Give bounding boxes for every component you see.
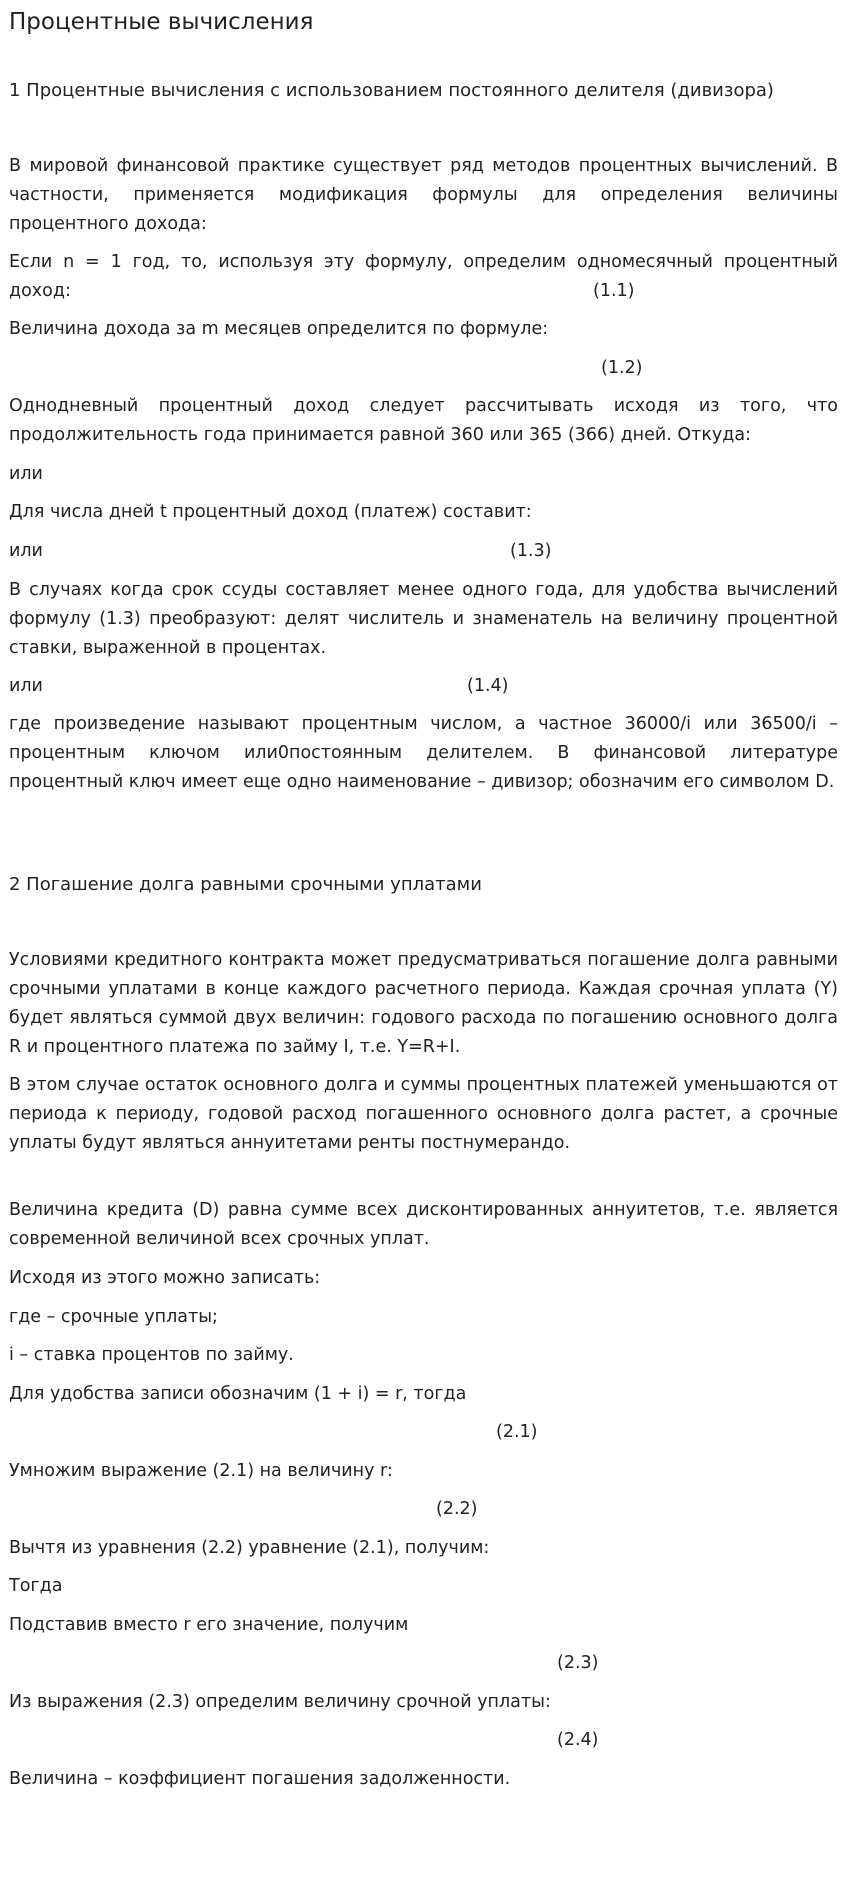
section-2-paragraph-5: где – срочные уплаты; xyxy=(9,1307,218,1327)
equation-number-1-2: (1.2) xyxy=(601,358,643,378)
section-2-paragraph-2: В этом случае остаток основного долга и суммы процентных платежей уменьшаются от периода к периоду, годовой расход погашенного основного долга растет, а срочные уплаты будут являться аннуитетами ренты постнумерандо. xyxy=(9,1075,838,1153)
section-2-paragraph-10: Тогда xyxy=(9,1576,63,1596)
section-1-paragraph-5: Для числа дней t процентный доход (платеж) составит: xyxy=(9,502,532,522)
equation-number-2-3: (2.3) xyxy=(557,1653,599,1673)
section-2-paragraph-6: i – ставка процентов по займу. xyxy=(9,1345,294,1365)
section-1-or-3: или xyxy=(9,676,43,696)
page-title: Процентные вычисления xyxy=(9,9,314,35)
section-1-paragraph-4: Однодневный процентный доход следует рассчитывать исходя из того, что продолжительность года принимается равной 360 или 365 (366) дней. Откуда: xyxy=(9,396,838,445)
equation-number-1-1: (1.1) xyxy=(593,281,635,301)
section-1-paragraph-6: В случаях когда срок ссуды составляет менее одного года, для удобства вычислений формулу (1.3) преобразуют: делят числитель и знаменатель на величину процентной ставки, выраженной в процентах. xyxy=(9,580,838,658)
equation-number-1-4: (1.4) xyxy=(467,676,509,696)
section-1-paragraph-1: В мировой финансовой практике существует ряд методов процентных вычислений. В частности, применяется модификация формулы для определения величины процентного дохода: xyxy=(9,156,838,234)
section-2-heading: 2 Погашение долга равными срочными уплатами xyxy=(9,874,482,895)
section-2-paragraph-9: Вычтя из уравнения (2.2) уравнение (2.1), получим: xyxy=(9,1538,490,1558)
section-2-paragraph-13: Величина – коэффициент погашения задолженности. xyxy=(9,1769,511,1789)
section-2-paragraph-4: Исходя из этого можно записать: xyxy=(9,1268,321,1288)
section-2-paragraph-8: Умножим выражение (2.1) на величину r: xyxy=(9,1461,393,1481)
section-1-paragraph-2: Если n = 1 год, то, используя эту формулу, определим одномесячный процентный доход: xyxy=(9,252,838,301)
section-2-paragraph-1: Условиями кредитного контракта может предусматриваться погашение долга равными срочными уплатами в конце каждого расчетного периода. Каждая срочная уплата (Y) будет являться суммой двух величин: годового расхода по погашению основного долга R и процентного платежа по займу I, т.е. Y=R+I. xyxy=(9,950,838,1057)
section-2-paragraph-12: Из выражения (2.3) определим величину срочной уплаты: xyxy=(9,1692,551,1712)
section-2-paragraph-11: Подставив вместо r его значение, получим xyxy=(9,1615,409,1635)
section-1-or-1: или xyxy=(9,464,43,484)
equation-number-1-3: (1.3) xyxy=(510,541,552,561)
section-1-paragraph-7: где произведение называют процентным числом, а частное 36000/i или 36500/i – процентным ключом или0постоянным делителем. В финансовой литературе процентный ключ имеет еще одно наименование – дивизор; обозначим его символом D. xyxy=(9,714,838,792)
equation-number-2-2: (2.2) xyxy=(436,1499,478,1519)
section-2-paragraph-7: Для удобства записи обозначим (1 + i) = r, тогда xyxy=(9,1384,467,1404)
equation-number-2-4: (2.4) xyxy=(557,1730,599,1750)
section-2-paragraph-3: Величина кредита (D) равна сумме всех дисконтированных аннуитетов, т.е. является современной величиной всех срочных уплат. xyxy=(9,1200,838,1249)
section-1-or-2: или xyxy=(9,541,43,561)
section-1-heading: 1 Процентные вычисления с использованием постоянного делителя (дивизора) xyxy=(9,80,774,101)
section-1-paragraph-3: Величина дохода за m месяцев определится по формуле: xyxy=(9,319,549,339)
equation-number-2-1: (2.1) xyxy=(496,1422,538,1442)
